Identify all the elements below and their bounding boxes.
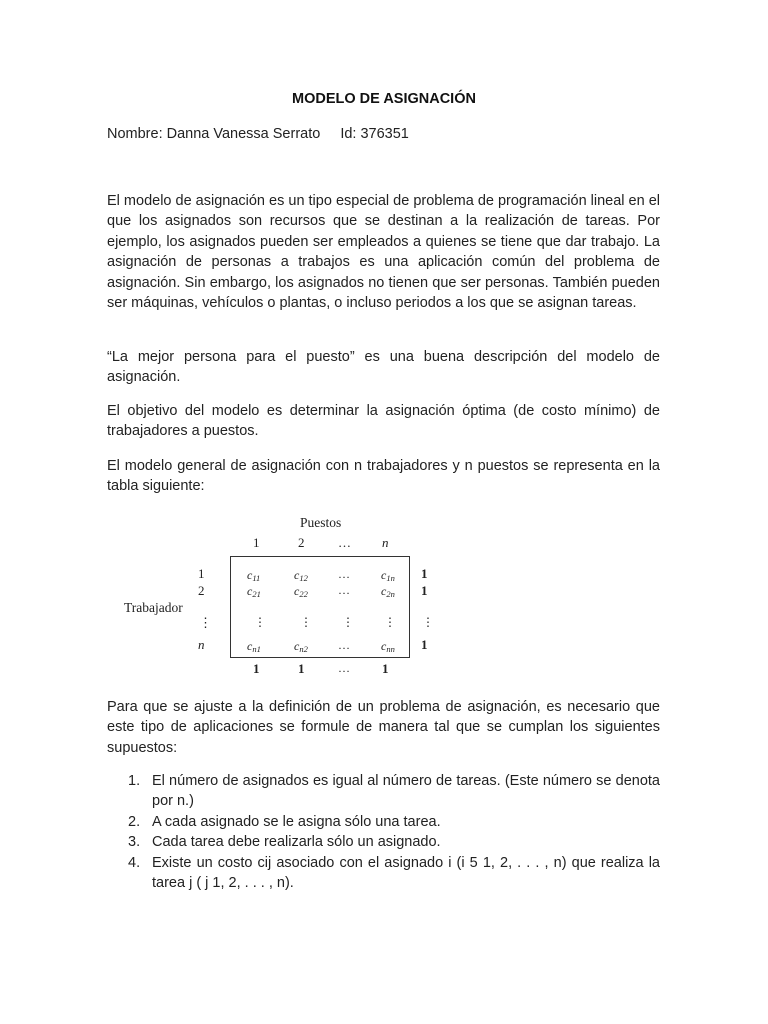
list-item <box>107 832 660 852</box>
matrix-cell: $c_{11}$ <box>247 568 261 583</box>
matrix-cell: $c_{n1}$ <box>247 639 261 654</box>
matrix-col-label: 2 <box>298 535 305 550</box>
list-item-text: Cada tarea debe realizarla sólo un asignado. <box>152 834 441 851</box>
matrix-cell: ⋮ <box>254 615 266 629</box>
matrix-row-sum: 1 <box>421 583 428 598</box>
matrix-col-label: n <box>382 535 389 550</box>
matrix-col-sum: 1 <box>382 661 389 676</box>
list-item-number: 2. <box>128 813 141 830</box>
matrix-cell: ⋮ <box>342 615 354 629</box>
list-item-number: 4. <box>128 854 141 871</box>
list-item-text: Existe un costo cij asociado con el asignado i (i 5 1, 2, . . . , n) que realiza la tarea j ( j 1, 2, . . . , n). <box>152 854 660 892</box>
author-line <box>107 126 409 142</box>
matrix-row-label: 2 <box>198 583 205 598</box>
matrix-row-label: 1 <box>198 566 205 581</box>
list-item <box>107 771 660 812</box>
paragraph-general-model: El modelo general de asignación con n trabajadores y n puestos se representa en la tabla siguiente: <box>107 458 660 495</box>
matrix-col-label: 1 <box>253 535 260 550</box>
list-item-text: A cada asignado se le asigna sólo una tarea. <box>152 813 441 830</box>
matrix-cell: $c_{22}$ <box>294 584 308 599</box>
matrix-col-sum: … <box>338 661 350 675</box>
list-item <box>107 812 660 832</box>
assignment-matrix-figure <box>112 512 442 682</box>
assumptions-list <box>107 771 660 893</box>
document-title: MODELO DE ASIGNACIÓN <box>292 91 476 107</box>
matrix-cell: … <box>338 567 350 581</box>
matrix-cell: ⋮ <box>384 615 396 629</box>
paragraph-definition: El modelo de asignación es un tipo especial de problema de programación lineal en el que los asignados son recursos que se destinan a la realización de tareas. Por ejemplo, los asignados pueden ser empleados a quienes se tiene que dar trabajo. La asignación de personas a trabajos es una aplicación común del problema de asignación. Sin embargo, los asignados no tienen que ser personas. También pueden ser máquinas, vehículos o plantas, o incluso periodos a los que se asignan tareas. <box>107 193 660 312</box>
matrix-col-label: … <box>338 535 351 550</box>
matrix-cell: … <box>338 583 350 597</box>
author-name: Nombre: Danna Vanessa Serrato <box>107 126 321 142</box>
paragraph-assumptions-intro: Para que se ajuste a la definición de un problema de asignación, es necesario que este tipo de aplicaciones se formule de manera tal que se cumplan los siguientes supuestos: <box>107 699 660 756</box>
matrix-row-sum: ⋮ <box>422 615 434 629</box>
list-item-number: 3. <box>128 834 141 851</box>
matrix-cell: $c_{2n}$ <box>381 584 395 599</box>
list-item-text: El número de asignados es igual al número de tareas. (Este número se denota por n.) <box>152 773 660 810</box>
matrix-col-sum: 1 <box>298 661 305 676</box>
matrix-cell: $c_{n2}$ <box>294 639 308 654</box>
matrix-col-sum: 1 <box>253 661 260 676</box>
matrix-row-header: Trabajador <box>124 600 183 615</box>
matrix-row-sum: 1 <box>421 637 428 652</box>
paragraph-best-person: “La mejor persona para el puesto” es una buena descripción del modelo de asignación. <box>107 349 660 386</box>
matrix-row-label: ⋮ <box>199 615 212 630</box>
matrix-row-sum: 1 <box>421 566 428 581</box>
matrix-cell: … <box>338 638 350 652</box>
matrix-cell: $c_{21}$ <box>247 584 261 599</box>
list-item <box>107 853 660 894</box>
list-item-number: 1. <box>128 773 141 789</box>
matrix-cell: $c_{1n}$ <box>381 568 395 583</box>
matrix-cell: $c_{12}$ <box>294 568 308 583</box>
author-id: Id: 376351 <box>340 126 409 142</box>
matrix-cell: ⋮ <box>300 615 312 629</box>
paragraph-objective: El objetivo del modelo es determinar la asignación óptima (de costo mínimo) de trabajadores a puestos. <box>107 403 660 440</box>
matrix-cell: $c_{nn}$ <box>381 639 395 654</box>
matrix-row-label: n <box>198 637 205 652</box>
matrix-col-header: Puestos <box>300 515 342 530</box>
